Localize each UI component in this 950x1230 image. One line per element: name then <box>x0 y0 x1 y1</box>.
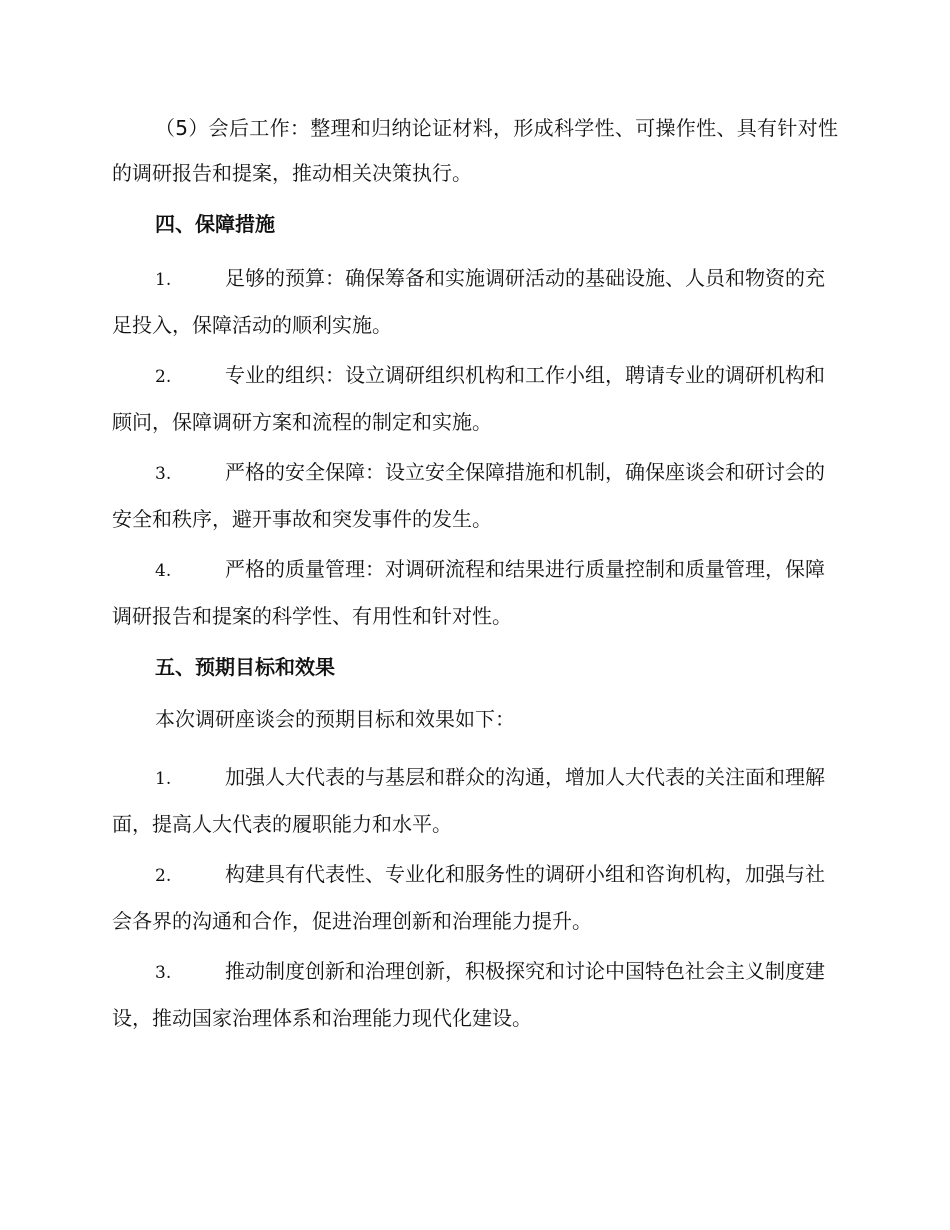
item-text: 构建具有代表性、专业化和服务性的调研小组和咨询机构，加强与社会各界的沟通和合作，促进治理创新和治理能力提升。 <box>112 862 825 933</box>
item-text: 足够的预算：确保筹备和实施调研活动的基础设施、人员和物资的充足投入，保障活动的顺利实施。 <box>112 266 825 337</box>
item-text: 严格的安全保障：设立安全保障措施和机制，确保座谈会和研讨会的安全和秩序，避开事故和突发事件的发生。 <box>112 460 825 531</box>
item-number: 2. <box>155 866 172 886</box>
item-number: 3. <box>155 963 172 983</box>
item-number: 1. <box>155 270 172 290</box>
item-text: 推动制度创新和治理创新，积极探究和讨论中国特色社会主义制度建设，推动国家治理体系和治理能力现代化建设。 <box>112 959 825 1030</box>
intro-paragraph: （5）会后工作：整理和归纳论证材料，形成科学性、可操作性、具有针对性的调研报告和提案，推动相关决策执行。 <box>112 116 838 185</box>
section-5-item-3 <box>112 949 838 1041</box>
item-number: 2. <box>155 367 172 387</box>
item-text: 加强人大代表的与基层和群众的沟通，增加人大代表的关注面和理解面，提高人大代表的履职能力和水平。 <box>112 765 825 836</box>
section-4-item-1 <box>112 256 838 348</box>
section-5-heading: 五、预期目标和效果 <box>155 655 335 679</box>
section-4-item-3 <box>112 450 838 542</box>
item-text: 严格的质量管理：对调研流程和结果进行质量控制和质量管理，保障调研报告和提案的科学性、有用性和针对性。 <box>112 557 825 628</box>
section-5-item-1 <box>112 755 838 847</box>
section-4-heading: 四、保障措施 <box>155 212 275 236</box>
item-number: 1. <box>155 769 172 789</box>
section-4-item-2 <box>112 353 838 445</box>
item-text: 专业的组织：设立调研组织机构和工作小组，聘请专业的调研机构和顾问，保障调研方案和流程的制定和实施。 <box>112 363 825 434</box>
item-number: 4. <box>155 561 172 581</box>
section-5-lead: 本次调研座谈会的预期目标和效果如下： <box>155 707 515 731</box>
section-5-item-2 <box>112 852 838 944</box>
section-4-item-4 <box>112 547 838 639</box>
item-number: 3. <box>155 464 172 484</box>
